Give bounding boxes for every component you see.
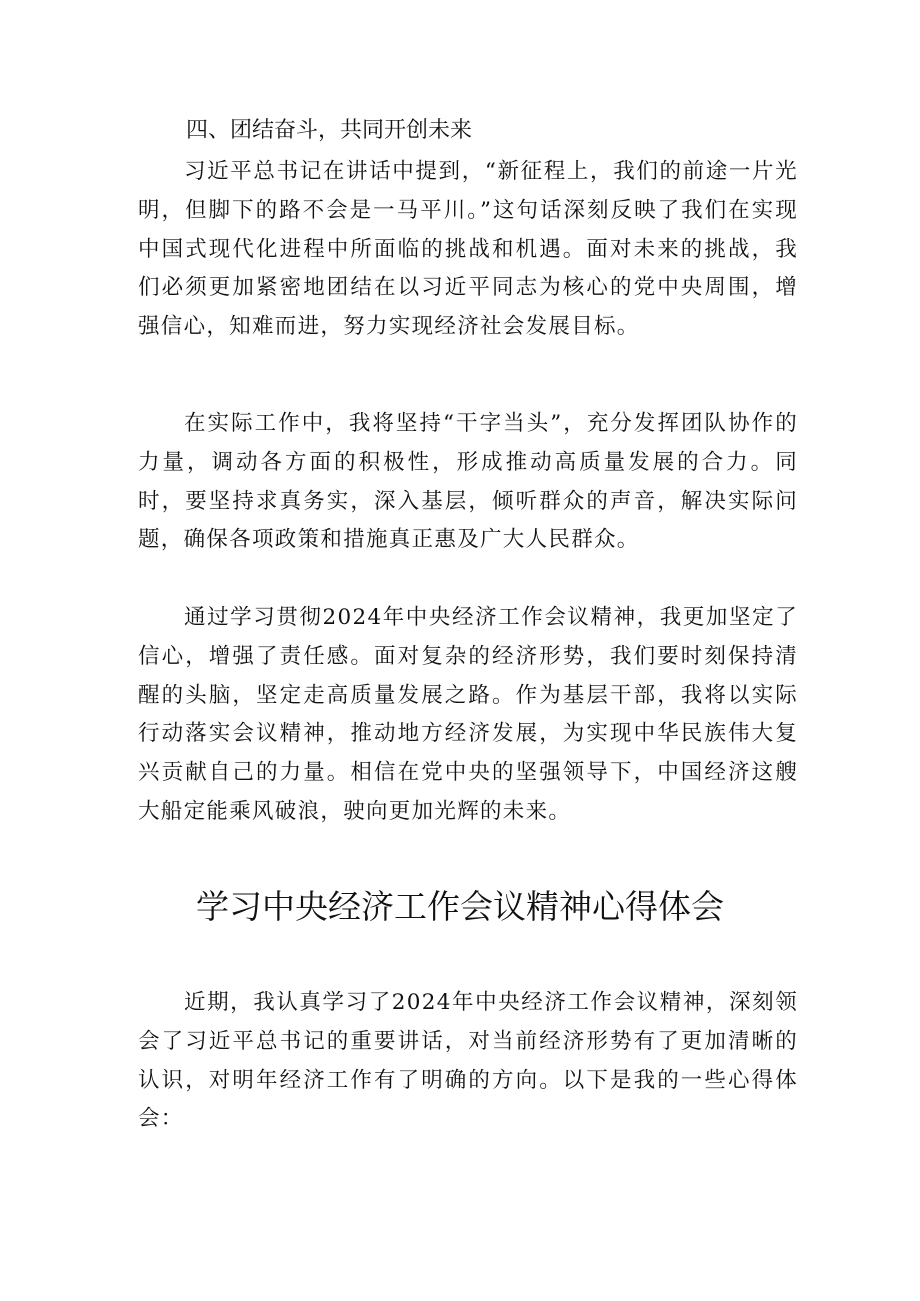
body-paragraph: 通过学习贯彻2024年中央经济工作会议精神，我更加坚定了信心，增强了责任感。面对复杂的经济形势，我们要时刻保持清醒的头脑，坚定走高质量发展之路。作为基层干部，我将以实际行动落实会议精神，推动地方经济发展，为实现中华民族伟大复兴贡献自己的力量。相信在党中央的坚强领导下，中国经济这艘大船定能乘风破浪，驶向更加光辉的未来。 <box>138 605 798 824</box>
body-paragraph: 习近平总书记在讲话中提到，“新征程上，我们的前途一片光明，但脚下的路不会是一马平川。”这句话深刻反映了我们在实现中国式现代化进程中所面临的挑战和机遇。面对未来的挑战，我们必须更加紧密地团结在以习近平同志为核心的党中央周围，增强信心，知难而进，努力实现经济社会发展目标。 <box>138 159 798 340</box>
body-paragraph: 在实际工作中，我将坚持“干字当头”，充分发挥团队协作的力量，调动各方面的积极性，形成推动高质量发展的合力。同时，要坚持求真务实，深入基层，倾听群众的声音，解决实际问题，确保各项政策和措施真正惠及广大人民群众。 <box>138 411 798 553</box>
intro-paragraph: 近期，我认真学习了2024年中央经济工作会议精神，深刻领会了习近平总书记的重要讲话，对当前经济形势有了更加清晰的认识，对明年经济工作有了明确的方向。以下是我的一些心得体会： <box>138 990 798 1132</box>
document-title: 学习中央经济工作会议精神心得体会 <box>196 887 724 926</box>
section-heading: 四、团结奋斗，共同开创未来 <box>186 118 473 143</box>
